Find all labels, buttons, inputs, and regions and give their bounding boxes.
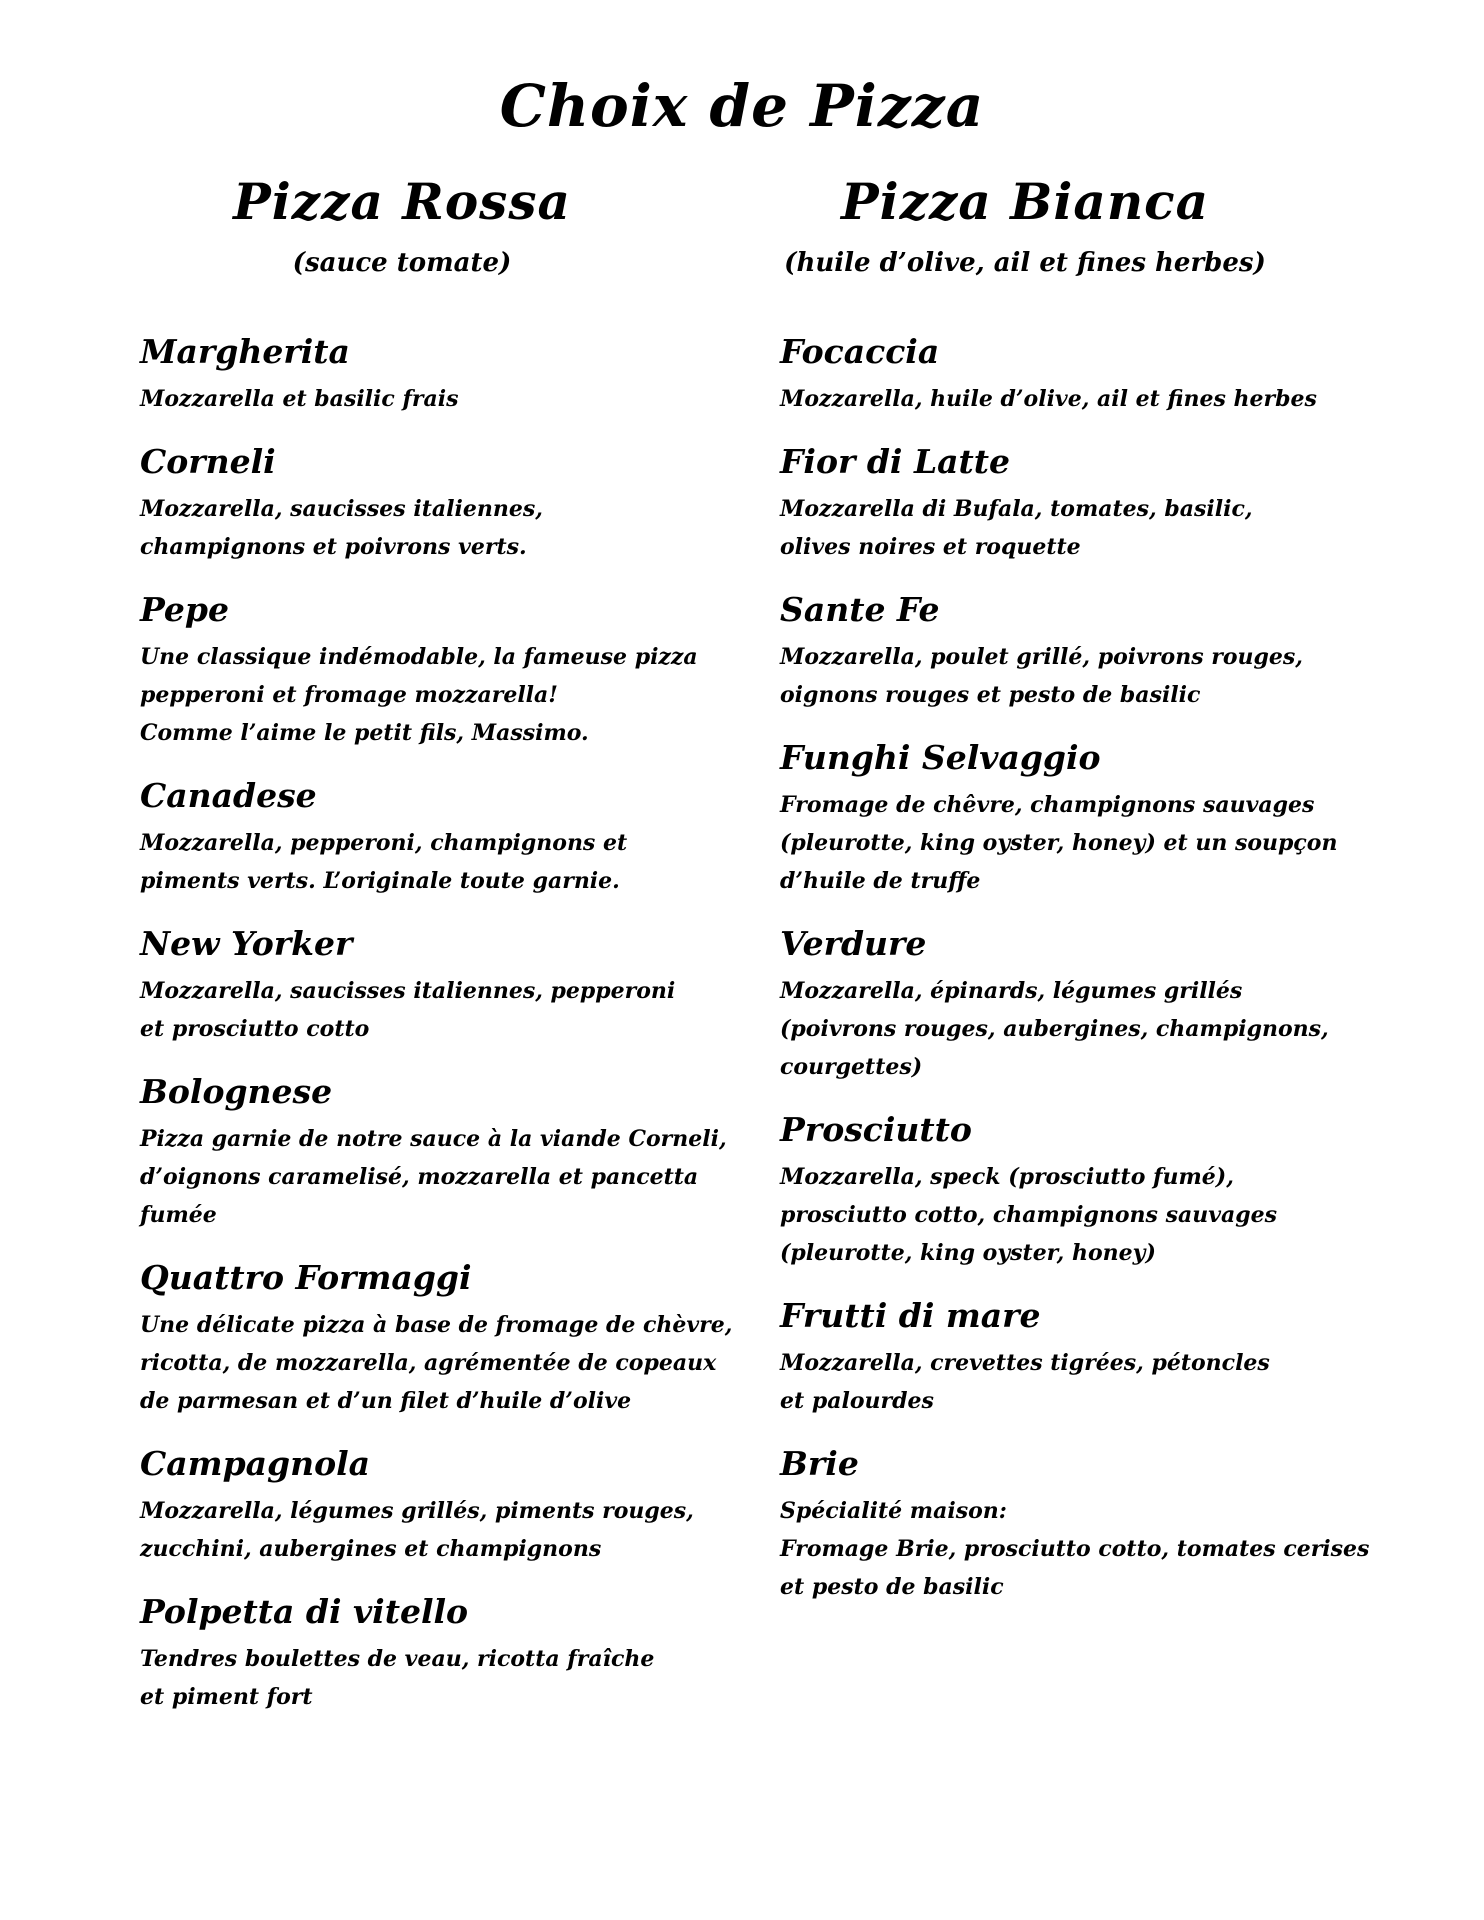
- menu-item-description: [140, 380, 700, 418]
- menu-item-description: [780, 972, 1340, 1086]
- menu-item-name: Margherita: [140, 332, 350, 371]
- menu-item-description: [140, 1306, 733, 1420]
- column-header: [132, 170, 672, 308]
- description-line: Mozzarella, crevettes tigrées, pétoncles: [780, 1350, 1270, 1376]
- description-line: Mozzarella, saucisses italiennes, pepperoni: [140, 978, 676, 1004]
- menu-item-description: [140, 1640, 700, 1716]
- menu-item-description: [780, 1492, 1370, 1606]
- menu-item-name: Pepe: [140, 590, 229, 629]
- menu-item: [780, 1442, 1370, 1606]
- description-line: d’oignons caramelisé, mozzarella et pancetta: [140, 1164, 699, 1190]
- description-line: et pesto de basilic: [780, 1574, 1004, 1600]
- menu-item-description: [780, 786, 1340, 900]
- column-subheading: (sauce tomate): [292, 248, 512, 278]
- menu-item-description: [780, 638, 1340, 714]
- description-line: fumée: [140, 1202, 217, 1228]
- menu-item-description: [780, 1344, 1340, 1420]
- description-line: Une classique indémodable, la fameuse pizza: [140, 644, 698, 670]
- description-line: d’huile de truffe: [780, 868, 981, 894]
- menu-item-name: Prosciutto: [780, 1110, 972, 1149]
- description-line: Mozzarella, saucisses italiennes,: [140, 496, 543, 522]
- description-line: pepperoni et fromage mozzarella!: [140, 682, 558, 708]
- description-line: Mozzarella, épinards, légumes grillés: [780, 978, 1243, 1004]
- description-line: Mozzarella, huile d’olive, ail et fines herbes: [780, 386, 1317, 412]
- menu-item-name: Canadese: [140, 776, 317, 815]
- description-line: et palourdes: [780, 1388, 934, 1414]
- menu-item-name: Verdure: [780, 924, 927, 963]
- column-heading: Pizza Rossa: [233, 172, 571, 231]
- description-line: piments verts. L’originale toute garnie.: [140, 868, 620, 894]
- description-line: Mozzarella, speck (prosciutto fumé),: [780, 1164, 1234, 1190]
- description-line: Une délicate pizza à base de fromage de chèvre,: [140, 1312, 733, 1338]
- menu-item-name: Funghi Selvaggio: [780, 738, 1101, 777]
- description-line: Mozzarella, légumes grillés, piments rouges,: [140, 1498, 694, 1524]
- column-subheading: (huile d’olive, ail et fines herbes): [784, 248, 1266, 278]
- menu-item-description: [140, 638, 700, 752]
- menu-item-name: Corneli: [140, 442, 276, 481]
- menu-item-description: [140, 1492, 700, 1568]
- description-line: Mozzarella di Bufala, tomates, basilic,: [780, 496, 1253, 522]
- description-line: Spécialité maison:: [780, 1498, 1007, 1524]
- menu-item-name: New Yorker: [140, 924, 353, 963]
- menu-item-name: Quattro Formaggi: [140, 1258, 472, 1297]
- menu-item: [140, 588, 700, 752]
- menu-item: [780, 440, 1340, 566]
- description-line: olives noires et roquette: [780, 534, 1081, 560]
- menu-items-list: [140, 330, 733, 1716]
- description-line: (pleurotte, king oyster, honey): [780, 1240, 1156, 1266]
- menu-item: [140, 1442, 700, 1568]
- description-line: Mozzarella, poulet grillé, poivrons rouges,: [780, 644, 1303, 670]
- menu-item-name: Campagnola: [140, 1444, 371, 1483]
- menu-items-list: [780, 330, 1370, 1606]
- description-line: prosciutto cotto, champignons sauvages: [780, 1202, 1278, 1228]
- description-line: Pizza garnie de notre sauce à la viande Corneli,: [140, 1126, 727, 1152]
- menu-item: [140, 440, 700, 566]
- description-line: Mozzarella, pepperoni, champignons et: [140, 830, 628, 856]
- description-line: et prosciutto cotto: [140, 1016, 370, 1042]
- menu-item: [780, 1108, 1340, 1272]
- page-title: Choix de Pizza: [499, 72, 985, 140]
- menu-item-description: [140, 1120, 727, 1234]
- description-line: Fromage de chêvre, champignons sauvages: [780, 792, 1315, 818]
- menu-item-name: Focaccia: [780, 332, 940, 371]
- menu-item-name: Frutti di mare: [780, 1296, 1041, 1335]
- menu-item-name: Polpetta di vitello: [140, 1592, 469, 1631]
- menu-item-description: [140, 490, 700, 566]
- description-line: Mozzarella et basilic frais: [140, 386, 459, 412]
- description-line: champignons et poivrons verts.: [140, 534, 527, 560]
- menu-item-name: Brie: [780, 1444, 859, 1483]
- menu-item: [140, 774, 700, 900]
- column-heading: Pizza Bianca: [840, 172, 1210, 231]
- menu-item-description: [780, 490, 1340, 566]
- menu-item: [140, 330, 700, 418]
- menu-item-description: [140, 824, 700, 900]
- description-line: (pleurotte, king oyster, honey) et un soupçon: [780, 830, 1338, 856]
- description-line: zucchini, aubergines et champignons: [140, 1536, 602, 1562]
- menu-item-description: [780, 380, 1340, 418]
- description-line: Comme l’aime le petit fils, Massimo.: [140, 720, 589, 746]
- description-line: ricotta, de mozzarella, agrémentée de copeaux: [140, 1350, 717, 1376]
- description-line: de parmesan et d’un filet d’huile d’olive: [140, 1388, 632, 1414]
- pizza-bianca-column: [780, 170, 1370, 1628]
- menu-item: [140, 922, 700, 1048]
- description-line: Tendres boulettes de veau, ricotta fraîche: [140, 1646, 655, 1672]
- menu-item: [140, 1256, 733, 1420]
- column-header: [740, 170, 1310, 308]
- menu-item: [780, 588, 1340, 714]
- menu-item: [140, 1070, 727, 1234]
- description-line: (poivrons rouges, aubergines, champignons,: [780, 1016, 1329, 1042]
- menu-item-name: Bolognese: [140, 1072, 333, 1111]
- menu-item: [780, 922, 1340, 1086]
- menu-item-description: [140, 972, 700, 1048]
- menu-item-name: Sante Fe: [780, 590, 940, 629]
- menu-item: [780, 1294, 1340, 1420]
- menu-item: [780, 736, 1340, 900]
- menu-item: [140, 1590, 700, 1716]
- menu-item: [780, 330, 1340, 418]
- description-line: courgettes): [780, 1054, 923, 1080]
- menu-item-name: Fior di Latte: [780, 442, 1011, 481]
- pizza-rossa-column: [140, 170, 733, 1738]
- description-line: et piment fort: [140, 1684, 313, 1710]
- description-line: Fromage Brie, prosciutto cotto, tomates cerises: [780, 1536, 1370, 1562]
- menu-item-description: [780, 1158, 1340, 1272]
- description-line: oignons rouges et pesto de basilic: [780, 682, 1201, 708]
